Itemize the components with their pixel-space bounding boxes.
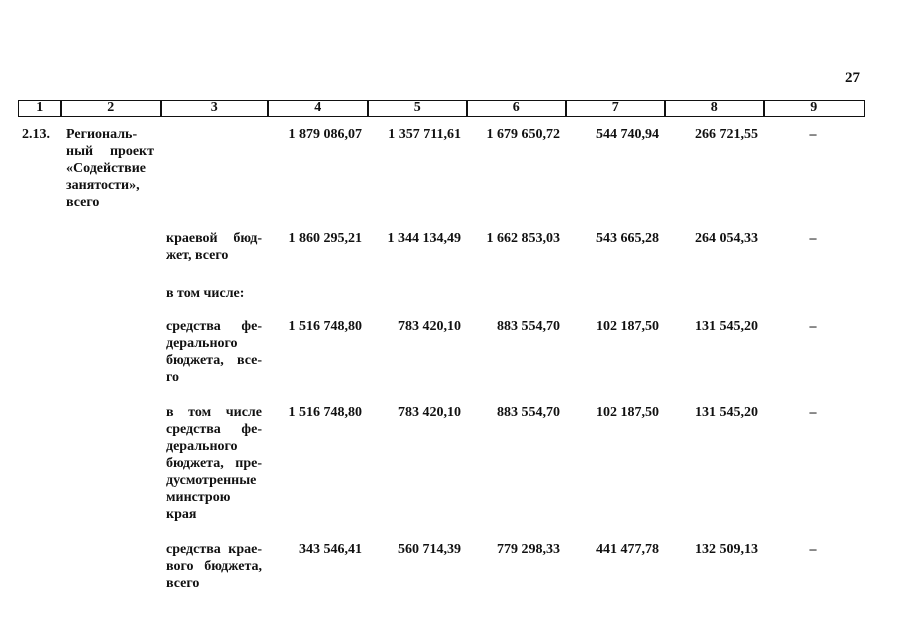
page-number: 27 [845,70,860,86]
funding-source-line: дусмотренные [166,473,257,488]
header-cell-6: 6 [466,100,567,117]
header-cell-4: 4 [267,100,369,117]
header-cell-2: 2 [60,100,162,117]
funding-source-line: жет, всего [166,248,229,263]
amount-col-8: 132 509,13 [695,542,758,557]
amount-col-8: 264 054,33 [695,231,758,246]
amount-col-8: 266 721,55 [695,127,758,142]
amount-col-7: 102 187,50 [596,319,659,334]
funding-source-line: в том числе: [166,286,245,301]
amount-col-4: 1 516 748,80 [288,319,362,334]
amount-col-8: 131 545,20 [695,319,758,334]
funding-source-line: бюджета, пре- [166,456,262,471]
amount-col-5: 1 357 711,61 [388,127,461,142]
funding-source-line: бюджета, все- [166,353,262,368]
amount-col-6: 883 554,70 [497,319,560,334]
funding-source-line: в том числе [166,405,262,420]
amount-col-7: 544 740,94 [596,127,659,142]
amount-col-8: 131 545,20 [695,405,758,420]
funding-source-line: средства фе- [166,319,262,334]
header-cell-7: 7 [565,100,666,117]
amount-col-4: 1 516 748,80 [288,405,362,420]
header-cell-5: 5 [367,100,468,117]
col-9-value: – [809,231,817,246]
amount-col-6: 1 679 650,72 [486,127,560,142]
funding-source-line: края [166,507,197,522]
funding-source-line: минстрою [166,490,231,505]
project-name-line: занятости», [66,178,140,193]
project-name-line: Региональ- [66,127,138,142]
amount-col-5: 560 714,39 [398,542,461,557]
row-number: 2.13. [22,127,50,142]
project-name-line: ный проект [66,144,154,159]
header-cell-1: 1 [18,100,62,117]
amount-col-6: 883 554,70 [497,405,560,420]
amount-col-7: 543 665,28 [596,231,659,246]
amount-col-4: 343 546,41 [299,542,362,557]
project-name-line: «Содействие [66,161,147,176]
amount-col-4: 1 860 295,21 [288,231,362,246]
amount-col-5: 783 420,10 [398,405,461,420]
funding-source-line: дерального [166,439,238,454]
col-9-value: – [809,542,817,557]
header-cell-8: 8 [664,100,765,117]
funding-source-line: краевой бюд- [166,231,262,246]
header-cell-3: 3 [160,100,269,117]
col-9-value: – [809,319,817,334]
header-cell-9: 9 [763,100,865,117]
funding-source-line: средства фе- [166,422,262,437]
col-9-value: – [809,405,817,420]
amount-col-6: 779 298,33 [497,542,560,557]
funding-source-line: дерального [166,336,238,351]
project-name-line: всего [66,195,100,210]
amount-col-7: 441 477,78 [596,542,659,557]
funding-source-line: всего [166,576,200,591]
funding-source-line: вого бюджета, [166,559,262,574]
col-9-value: – [809,127,817,142]
amount-col-5: 783 420,10 [398,319,461,334]
amount-col-4: 1 879 086,07 [288,127,362,142]
amount-col-7: 102 187,50 [596,405,659,420]
funding-source-line: средства крае- [166,542,262,557]
amount-col-5: 1 344 134,49 [387,231,461,246]
amount-col-6: 1 662 853,03 [486,231,560,246]
funding-source-line: го [166,370,180,385]
